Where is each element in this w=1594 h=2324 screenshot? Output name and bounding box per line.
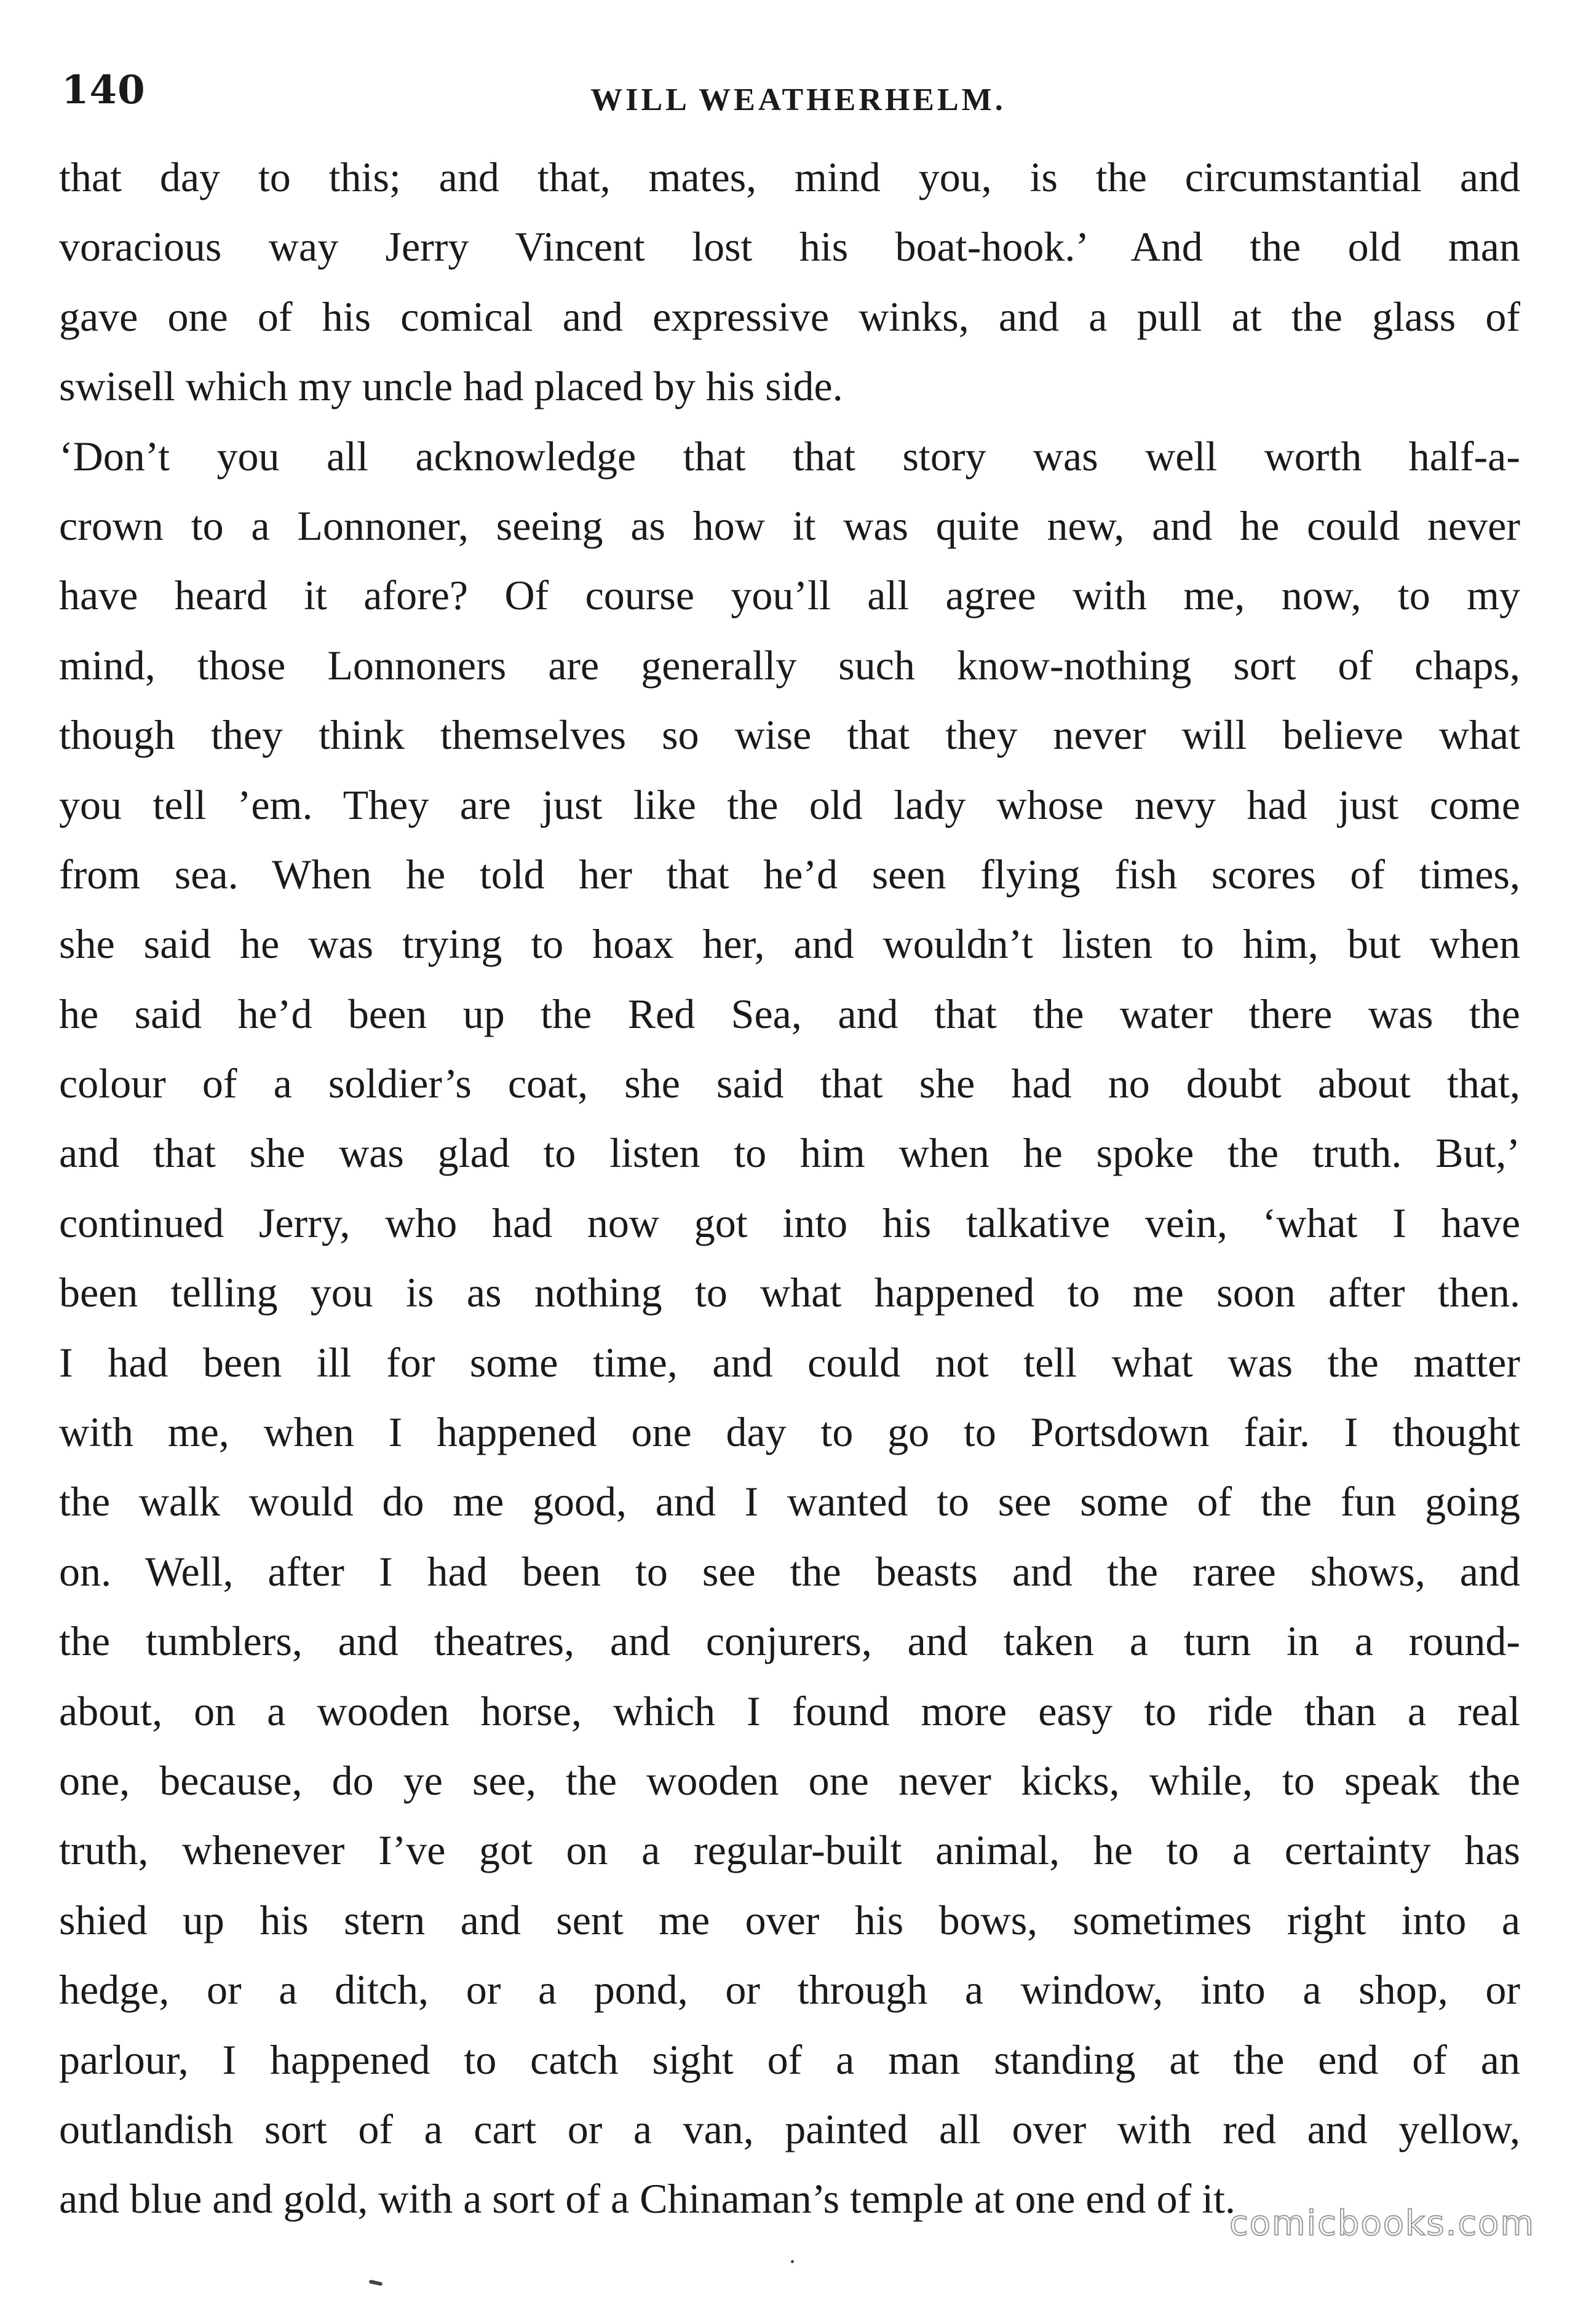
text-line: crown to a Lonnoner, seeing as how it was quite new, and he could never [59, 502, 1520, 549]
text-line: gave one of his comical and expressive winks, and a pull at the glass of [59, 293, 1520, 340]
text-line: have heard it afore? Of course you’ll all agree with me, now, to my [59, 572, 1520, 619]
text-line: she said he was trying to hoax her, and wouldn’t listen to him, but when [59, 920, 1520, 968]
page-number: 140 [61, 67, 146, 113]
watermark-logo: comicbooks.com [1229, 2203, 1535, 2243]
text-line: truth, whenever I’ve got on a regular-built animal, he to a certainty has [59, 1827, 1520, 1874]
text-line: and blue and gold, with a sort of a Chinaman’s temple at one end of it. [59, 2175, 1235, 2223]
text-line: shied up his stern and sent me over his bows, sometimes right into a [59, 1896, 1520, 1943]
text-line: that day to this; and that, mates, mind you, is the circumstantial and [59, 154, 1520, 200]
text-line: one, because, do ye see, the wooden one never kicks, while, to speak the [59, 1757, 1520, 1804]
text-line: been telling you is as nothing to what happened to me soon after then. [59, 1269, 1520, 1316]
text-line: on. Well, after I had been to see the beasts and the raree shows, and [59, 1547, 1520, 1595]
text-line: swisell which my uncle had placed by his side. [59, 363, 843, 410]
text-line: parlour, I happened to catch sight of a man standing at the end of an [59, 2036, 1520, 2083]
text-line: the tumblers, and theatres, and conjurers, and taken a turn in a round- [59, 1618, 1520, 1665]
text-line: continued Jerry, who had now got into his talkative vein, ‘what I have [59, 1199, 1520, 1246]
print-speck [369, 2280, 383, 2286]
text-line: and that she was glad to listen to him when he spoke the truth. But,’ [59, 1129, 1520, 1177]
text-line: about, on a wooden horse, which I found more easy to ride than a real [59, 1687, 1520, 1734]
text-line: colour of a soldier’s coat, she said that she had no doubt about that, [59, 1060, 1520, 1107]
text-line: hedge, or a ditch, or a pond, or through a window, into a shop, or [59, 1966, 1520, 2014]
running-head: WILL WEATHERHELM. [590, 82, 1006, 117]
text-line: you tell ’em. They are just like the old lady whose nevy had just come [59, 781, 1520, 828]
text-line: with me, when I happened one day to go to Portsdown fair. I thought [59, 1409, 1520, 1456]
print-speck [791, 2260, 794, 2263]
text-line: I had been ill for some time, and could not tell what was the matter [59, 1338, 1520, 1386]
text-line: the walk would do me good, and I wanted to see some of the fun going [59, 1478, 1520, 1525]
text-line: ‘Don’t you all acknowledge that that story was well worth half-a- [59, 432, 1520, 480]
text-line: though they think themselves so wise that they never will believe what [59, 711, 1520, 759]
text-line: from sea. When he told her that he’d seen flying fish scores of times, [59, 850, 1520, 898]
text-line: outlandish sort of a cart or a van, painted all over with red and yellow, [59, 2105, 1520, 2152]
text-line: mind, those Lonnoners are generally such know-nothing sort of chaps, [59, 641, 1520, 689]
body-text [59, 143, 1520, 2234]
text-line: voracious way Jerry Vincent lost his boat-hook.’ And the old man [59, 223, 1520, 271]
page-header [61, 57, 1535, 124]
text-line: he said he’d been up the Red Sea, and that the water there was the [59, 990, 1520, 1037]
